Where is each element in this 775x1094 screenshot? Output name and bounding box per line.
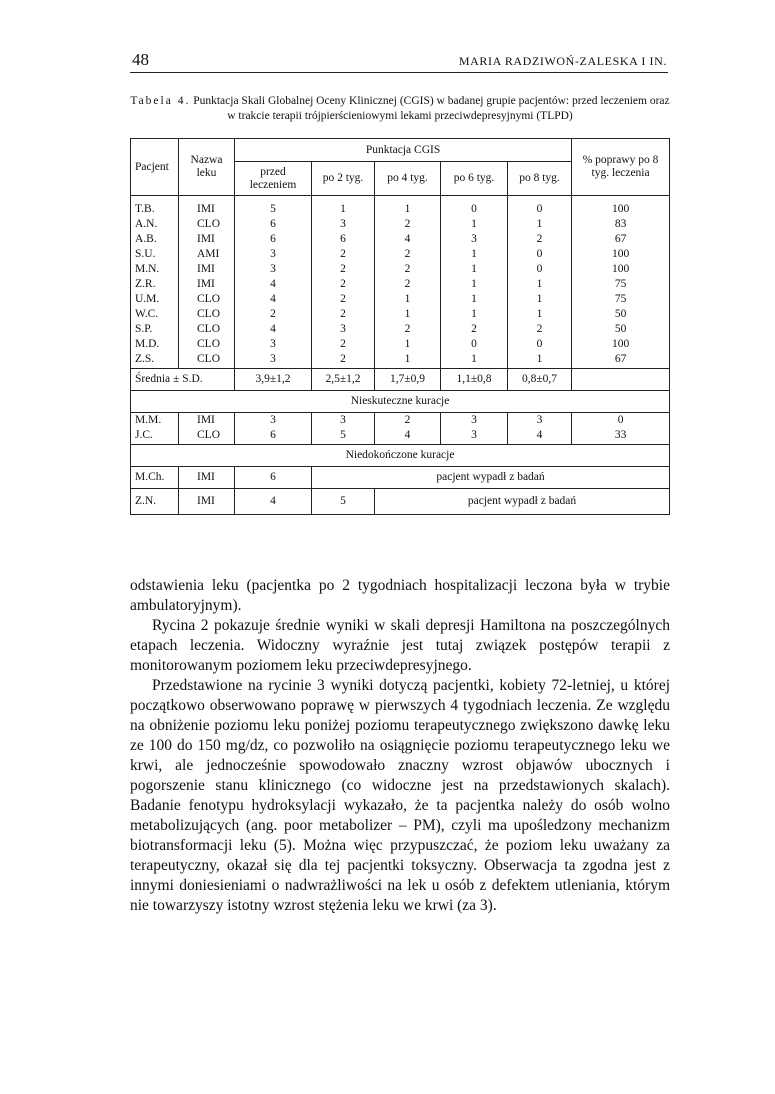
table-row — [131, 352, 670, 369]
dropout-note: pacjent wypadł z badań — [312, 467, 670, 489]
table-row — [131, 428, 670, 445]
cell-drug: CLO — [179, 292, 235, 307]
cell-drug: IMI — [179, 277, 235, 292]
cell-week-4: 4 — [375, 428, 441, 445]
table-row — [131, 202, 670, 217]
cell-before: 6 — [235, 232, 312, 247]
header-cgis-group: Punktacja CGIS — [235, 139, 572, 162]
cell-week-2: 2 — [312, 247, 375, 262]
cell-patient: M.Ch. — [131, 467, 179, 489]
cell-before: 3 — [235, 413, 312, 428]
header-week-8: po 8 tyg. — [508, 162, 572, 196]
cell-week-4: 2 — [375, 322, 441, 337]
cell-week-6: 3 — [441, 413, 508, 428]
cell-patient: Z.S. — [135, 353, 155, 366]
mean-week-6: 1,1±0,8 — [441, 369, 508, 391]
cell-before: 3 — [235, 352, 312, 369]
caption-label: Tabela 4. — [130, 95, 191, 107]
mean-row — [131, 369, 670, 391]
cell-patient: J.C. — [135, 429, 153, 442]
cell-improvement: 67 — [572, 232, 670, 247]
cell-week-8: 1 — [508, 292, 572, 307]
cell-week-4: 1 — [375, 307, 441, 322]
cell-drug: CLO — [179, 217, 235, 232]
section-unfinished — [131, 445, 670, 467]
cell-week-8: 0 — [508, 247, 572, 262]
cell-week-8: 2 — [508, 232, 572, 247]
cell-before: 5 — [235, 202, 312, 217]
cell-drug: IMI — [179, 489, 235, 515]
table-row — [131, 232, 670, 247]
cell-drug: CLO — [179, 337, 235, 352]
cell-week-8: 1 — [508, 352, 572, 369]
mean-week-4: 1,7±0,9 — [375, 369, 441, 391]
table-row — [131, 262, 670, 277]
cell-week-4: 2 — [375, 247, 441, 262]
table-row — [131, 247, 670, 262]
cell-before: 3 — [235, 247, 312, 262]
cell-week-2: 2 — [312, 262, 375, 277]
mean-week-2: 2,5±1,2 — [312, 369, 375, 391]
cell-week-8: 0 — [508, 262, 572, 277]
cell-patient: T.B. — [135, 202, 155, 215]
cell-week-2: 1 — [312, 202, 375, 217]
cell-week-2: 6 — [312, 232, 375, 247]
body-text — [130, 576, 670, 916]
cell-drug: CLO — [179, 428, 235, 445]
cell-week-2: 2 — [312, 277, 375, 292]
cell-drug: AMI — [179, 247, 235, 262]
cell-week-2: 2 — [312, 352, 375, 369]
cgis-table — [130, 138, 670, 515]
cell-patient: U.M. — [135, 292, 160, 305]
cell-week-6: 0 — [441, 337, 508, 352]
table-row — [131, 489, 670, 515]
cell-before: 4 — [235, 489, 312, 515]
cell-improvement: 100 — [572, 337, 670, 352]
cell-patient: S.P. — [135, 322, 153, 335]
cell-week-2: 3 — [312, 413, 375, 428]
cell-improvement: 50 — [572, 307, 670, 322]
cell-week-2: 2 — [312, 292, 375, 307]
table-caption — [130, 94, 670, 124]
cell-week-6: 1 — [441, 247, 508, 262]
header-before: przed leczeniem — [235, 162, 312, 196]
cell-improvement: 50 — [572, 322, 670, 337]
cell-before: 2 — [235, 307, 312, 322]
cell-week-2: 2 — [312, 307, 375, 322]
page-number: 48 — [132, 50, 149, 69]
cell-week-6: 1 — [441, 307, 508, 322]
cell-drug: IMI — [179, 413, 235, 428]
paragraph: odstawienia leku (pacjentka po 2 tygodniach hospitalizacji leczona była w trybie ambulatoryjnym). — [130, 577, 670, 614]
section-unfinished-title: Niedokończone kuracje — [131, 445, 670, 467]
cell-week-4: 2 — [375, 217, 441, 232]
mean-before: 3,9±1,2 — [235, 369, 312, 391]
cell-patient: W.C. — [135, 307, 159, 320]
table-row — [131, 337, 670, 352]
cell-week-6: 1 — [441, 292, 508, 307]
header-patient: Pacjent — [135, 160, 169, 173]
table-row — [131, 292, 670, 307]
caption-text: Punktacja Skali Globalnej Oceny Klinicznej (CGIS) w badanej grupie pacjentów: przed leczeniem oraz w trakcie terapii trójpierścieniowymi lekami przeciwdepresyjnymi (TLPD) — [193, 95, 670, 122]
header-improvement: % poprawy po 8 tyg. leczenia — [572, 139, 670, 196]
header-week-6: po 6 tyg. — [441, 162, 508, 196]
cell-week-8: 4 — [508, 428, 572, 445]
cell-week-4: 2 — [375, 277, 441, 292]
cell-before: 4 — [235, 277, 312, 292]
cell-patient: M.M. — [131, 413, 179, 428]
table-header-row-1 — [131, 139, 670, 162]
cell-week-8: 1 — [508, 277, 572, 292]
header-rule — [130, 72, 668, 73]
cell-improvement: 33 — [572, 428, 670, 445]
cell-drug: IMI — [179, 467, 235, 489]
cell-before: 3 — [235, 337, 312, 352]
cell-week-2: 5 — [312, 489, 375, 515]
cell-before: 6 — [235, 217, 312, 232]
cell-week-6: 3 — [441, 428, 508, 445]
table-row — [131, 217, 670, 232]
cell-week-8: 1 — [508, 217, 572, 232]
cell-week-2: 5 — [312, 428, 375, 445]
cell-patient: Z.R. — [135, 277, 156, 290]
cell-patient: S.U. — [135, 247, 156, 260]
cell-week-6: 1 — [441, 262, 508, 277]
cell-before: 4 — [235, 322, 312, 337]
cell-improvement: 100 — [572, 202, 670, 217]
table-row — [131, 322, 670, 337]
cell-week-4: 1 — [375, 292, 441, 307]
table-row — [131, 277, 670, 292]
cell-before: 6 — [235, 467, 312, 489]
cell-drug: CLO — [179, 352, 235, 369]
cell-drug: IMI — [179, 232, 235, 247]
cell-improvement: 83 — [572, 217, 670, 232]
cell-week-6: 0 — [441, 202, 508, 217]
cell-drug: CLO — [179, 307, 235, 322]
cell-week-2: 2 — [312, 337, 375, 352]
cell-improvement: 67 — [572, 352, 670, 369]
cell-drug: IMI — [179, 262, 235, 277]
cell-improvement: 75 — [572, 277, 670, 292]
cell-week-2: 3 — [312, 217, 375, 232]
cell-week-8: 2 — [508, 322, 572, 337]
cell-improvement: 100 — [572, 262, 670, 277]
running-head: MARIA RADZIWOŃ-ZALESKA I IN. — [458, 54, 667, 68]
cell-week-4: 2 — [375, 413, 441, 428]
dropout-note: pacjent wypadł z badań — [375, 489, 670, 515]
cell-week-4: 1 — [375, 352, 441, 369]
mean-week-8: 0,8±0,7 — [508, 369, 572, 391]
table-row — [131, 307, 670, 322]
mean-label: Średnia ± S.D. — [131, 369, 235, 391]
cell-before: 4 — [235, 292, 312, 307]
cell-week-6: 1 — [441, 352, 508, 369]
cell-week-8: 3 — [508, 413, 572, 428]
cell-improvement: 100 — [572, 247, 670, 262]
cell-week-6: 1 — [441, 217, 508, 232]
cell-week-8: 0 — [508, 202, 572, 217]
cell-drug: IMI — [179, 202, 235, 217]
cell-week-2: 3 — [312, 322, 375, 337]
cell-week-6: 3 — [441, 232, 508, 247]
cell-improvement: 75 — [572, 292, 670, 307]
cell-week-6: 1 — [441, 277, 508, 292]
cell-week-6: 2 — [441, 322, 508, 337]
section-ineffective — [131, 391, 670, 413]
header-drug: Nazwa leku — [179, 139, 235, 196]
cell-patient: Z.N. — [131, 489, 179, 515]
cell-patient: A.B. — [135, 232, 157, 245]
cell-improvement: 0 — [572, 413, 670, 428]
paragraph: Przedstawione na rycinie 3 wyniki dotyczą pacjentki, kobiety 72-letniej, u której początkowo obserwowano poprawę w pierwszych 4 tygodniach leczenia. Ze względu na obniżenie poziomu leku poniżej poziomu terapeutycznego zwiększono dawkę leku ze 100 do 150 mg/dz, co pozwoliło na osiągnięcie poziomu terapeutycznego leku we krwi, ale jednocześnie spowodowało znaczny wzrost objawów ubocznych i pogorszenie stanu klinicznego (co widoczne jest na przedstawionych skalach). Badanie fenotypu hydroksylacji wykazało, że ta pacjentka należy do osób wolno metabolizujących (ang. poor metabolizer – PM), czyli ma upośledzony mechanizm biotransformacji leku (5). Można więc przypuszczać, że poziom leku uważany za terapeutyczny, okazał się dla tej pacjentki toksyczny. Obserwacja ta zgodna jest z innymi doniesieniami o nadwrażliwości na lek u osób z defektem utleniania, którym nie towarzyszy istotny wzrost stężenia leku we krwi (za 3). — [130, 677, 670, 914]
paragraph: Rycina 2 pokazuje średnie wyniki w skali depresji Hamiltona na poszczególnych etapach leczenia. Widoczny wyraźnie jest tutaj związek postępów terapii z monitorowanym poziomem leku przeciwdepresyjnego. — [130, 617, 670, 674]
cell-week-4: 2 — [375, 262, 441, 277]
cell-week-4: 1 — [375, 337, 441, 352]
cell-patient: A.N. — [135, 217, 158, 230]
cell-before: 3 — [235, 262, 312, 277]
cell-week-4: 4 — [375, 232, 441, 247]
cell-week-8: 1 — [508, 307, 572, 322]
table-row — [131, 413, 670, 428]
section-ineffective-title: Nieskuteczne kuracje — [131, 391, 670, 413]
cell-drug: CLO — [179, 322, 235, 337]
cell-week-4: 1 — [375, 202, 441, 217]
cell-patient: M.N. — [135, 262, 160, 275]
header-week-2: po 2 tyg. — [312, 162, 375, 196]
cell-before: 6 — [235, 428, 312, 445]
cell-week-8: 0 — [508, 337, 572, 352]
header-week-4: po 4 tyg. — [375, 162, 441, 196]
cell-patient: M.D. — [135, 337, 160, 350]
table-row — [131, 467, 670, 489]
